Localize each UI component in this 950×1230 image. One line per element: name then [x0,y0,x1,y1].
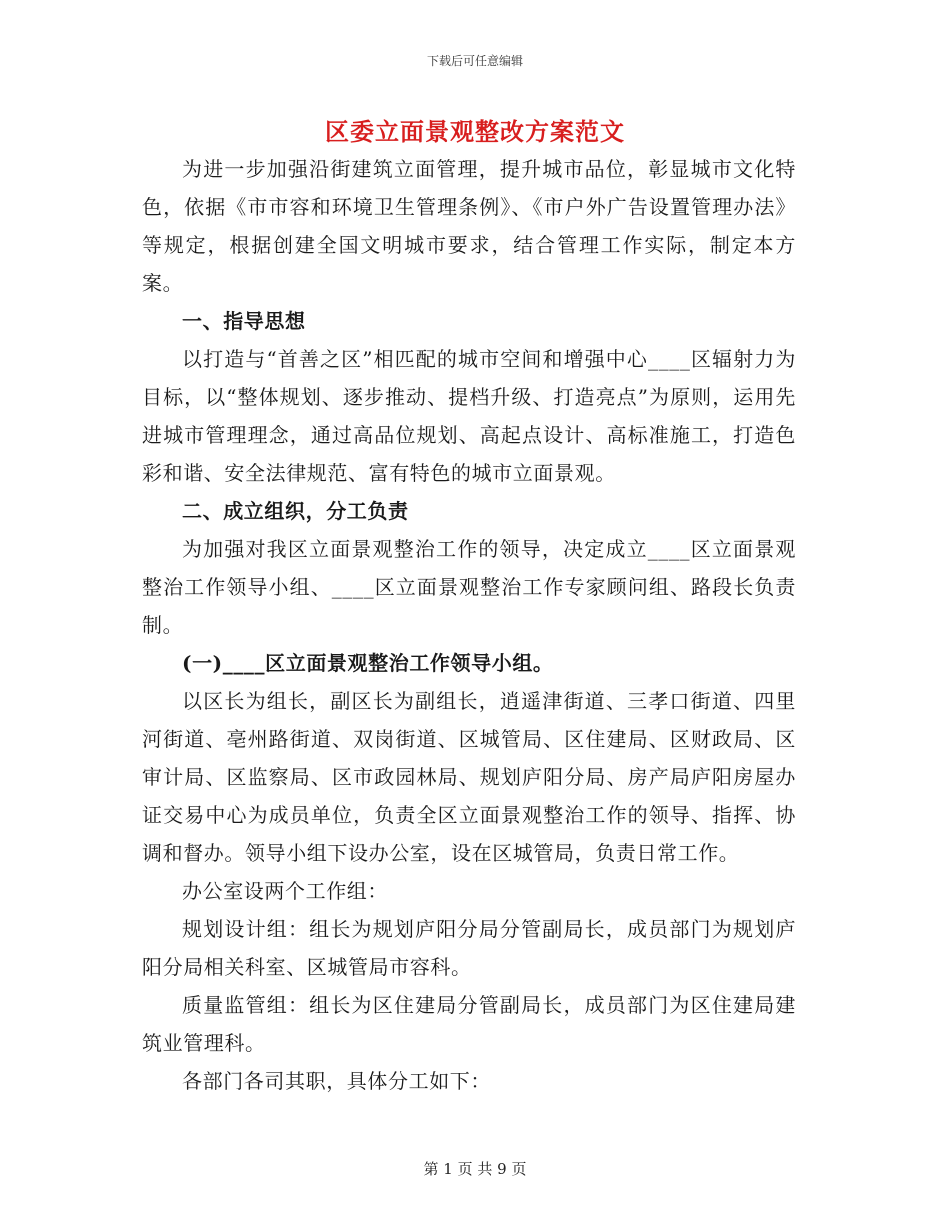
document-body [142,150,796,1100]
heading-guiding-ideology: 一、指导思想 [182,309,306,333]
heading-organization: 二、成立组织，分工负责 [182,499,409,523]
paragraph-office-groups: 办公室设两个工作组： [182,879,388,903]
heading-leading-group: (一)____区立面景观整治工作领导小组。 [182,651,554,675]
paragraph-guiding-ideology: 以打造与“首善之区”相匹配的城市空间和增强中心____区辐射力为目标，以“整体规划、逐步推动、提档升级、打造亮点”为原则，运用先进城市管理理念，通过高品位规划、高起点设计、高标准施工，打造色彩和谐、安全法律规范、富有特色的城市立面景观。 [142,347,796,485]
page-footer: 第 1 页 共 9 页 [423,1160,527,1178]
paragraph-leading-group: 以区长为组长，副区长为副组长，逍遥津街道、三孝口街道、四里河街道、亳州路街道、双岗街道、区城管局、区住建局、区财政局、区审计局、区监察局、区市政园林局、规划庐阳分局、房产局庐阳房屋办证交易中心为成员单位，负责全区立面景观整治工作的领导、指挥、协调和督办。领导小组下设办公室，设在区城管局，负责日常工作。 [142,689,796,865]
paragraph-intro: 为进一步加强沿街建筑立面管理，提升城市品位，彰显城市文化特色，依据《市市容和环境卫生管理条例》、《市户外广告设置管理办法》等规定，根据创建全国文明城市要求，结合管理工作实际，制定本方案。 [142,157,796,295]
document-title: 区委立面景观整改方案范文 [325,117,625,146]
paragraph-division: 各部门各司其职，具体分工如下： [182,1069,491,1093]
paragraph-planning-group: 规划设计组：组长为规划庐阳分局分管副局长，成员部门为规划庐阳分局相关科室、区城管局市容科。 [142,917,796,979]
paragraph-organization: 为加强对我区立面景观整治工作的领导，决定成立____区立面景观整治工作领导小组、____区立面景观整治工作专家顾问组、路段长负责制。 [142,537,796,637]
header-note: 下载后可任意编辑 [426,54,523,68]
paragraph-quality-group: 质量监管组：组长为区住建局分管副局长，成员部门为区住建局建筑业管理科。 [142,993,796,1055]
